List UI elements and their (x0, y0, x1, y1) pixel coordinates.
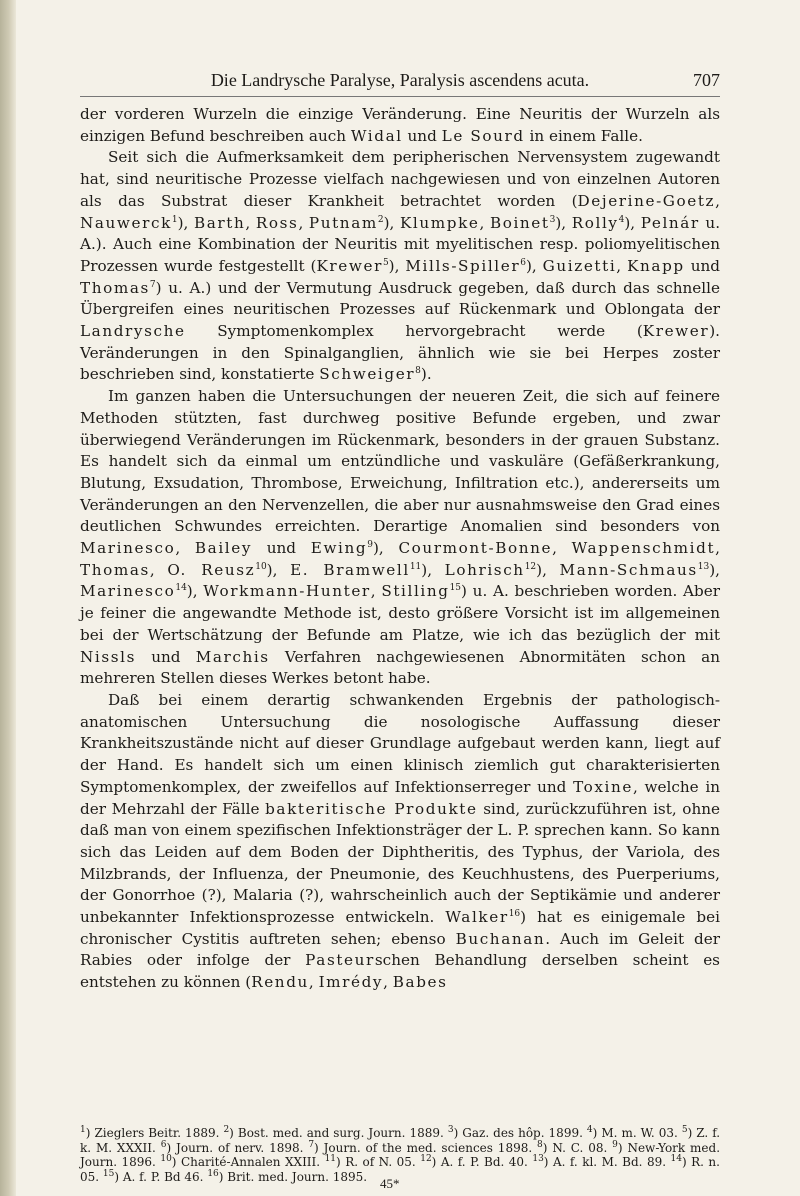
footnote-ref: 1 (171, 214, 178, 225)
footnote-number: 13 (532, 1154, 544, 1164)
book-binding-shadow (0, 0, 16, 1196)
text-run: ), (388, 256, 406, 275)
text-run: ) hat es einigemale bei chronischer Cystitis auftreten sehen; ebenso (80, 908, 720, 948)
author-name: Pasteur (305, 951, 375, 970)
footnote-ref: 2 (377, 214, 384, 225)
text-run: ), (536, 560, 560, 579)
text-run: und (252, 539, 311, 558)
author-name: Babes (392, 973, 448, 992)
footnote-number: 15 (102, 1168, 115, 1179)
author-name: Krewer (642, 322, 710, 341)
footnote-number: 2 (223, 1125, 230, 1135)
text-run: ), (186, 582, 204, 601)
text-run: ), (624, 213, 641, 232)
author-name: O. Reusz (167, 560, 256, 579)
footnote-text: Bost. med. and surg. Journ. 1889. (237, 1126, 444, 1140)
paragraph (80, 690, 720, 994)
text-run: . Auch im Geleit der Rabies oder infolge der (80, 929, 720, 970)
text-run: , (308, 973, 319, 992)
footnote-ref: 7 (149, 279, 156, 290)
footnote: $^2$) Bost. med. and surg. Journ. 1889. (223, 1125, 444, 1140)
text-run: ), (525, 256, 543, 275)
author-name: Stilling (381, 582, 450, 601)
footnote-number: 5 (681, 1125, 688, 1135)
author-name: Schweiger (319, 365, 416, 384)
footnote: $^8$) N. C. 08. (537, 1139, 608, 1155)
author-name: Krewer (316, 256, 383, 275)
body-text (80, 104, 720, 994)
text-run: ) u. A. beschrieben worden. Aber je feiner die angewandte Methode ist, desto größere Vorsicht ist im allgemeinen bei der Wertschätzung der Befunde am Platze, wie ich das bezüglich der mit (80, 582, 720, 644)
author-name: Pelnár (640, 213, 700, 232)
footnote-number: 1 (80, 1125, 86, 1135)
footnote-number: 16 (207, 1168, 219, 1179)
text-run: Daß bei einem derartig schwankenden Ergebnis der pathologisch-anatomischen Untersuchung die nosologische Auffassung dieser Krankheitszustände nicht auf dieser Grundlage aufgebaut werden kann, liegt auf der Hand. Es handelt sich um einen klinisch ziemlich gut charakterisierten Symptomenkomplex, der zweifellos auf Infektionserreger und (80, 690, 720, 796)
footnote: $^1$) Zieglers Beitr. 1889. (80, 1125, 220, 1140)
text-run: , (298, 213, 309, 232)
author-name: Imrédy (318, 973, 384, 992)
author-name: Wappenschmidt (571, 539, 716, 558)
text-run: Im ganzen haben die Untersuchungen der neueren Zeit, die sich auf feinere Methoden stützten, fast durchweg positive Befunde ergeben, und zwar überwiegend Veränderungen im Rückenmark, besonders in der grauen Substanz. Es handelt sich da einmal um entzündliche und vaskuläre (Gefäßerkrankung, Blutung, Exsudation, Thrombose, Erweichung, Infiltration etc.), andererseits um Veränderungen an den Nervenzellen, die aber nur ausnahmsweise den Grad eines deutlichen Schwundes erreichten. Derartige Anomalien sind besonders von (80, 387, 720, 536)
text-run: schen Behandlung derselben scheint es entstehen zu können ( (80, 951, 720, 992)
footnote: $^{15}$) A. f. P. Bd 46. (102, 1168, 204, 1184)
text-run: , (715, 191, 720, 210)
author-name: Widal (350, 126, 403, 145)
footnote: $^{11}$) R. of N. 05. (324, 1154, 416, 1169)
author-name: Thomas (80, 278, 150, 297)
author-name: Courmont-Bonne (398, 539, 553, 558)
author-name: E. Bramwell (290, 560, 410, 579)
author-name: Marchis (195, 647, 270, 666)
footnote-ref: 8 (415, 366, 421, 377)
footnote-text: Journ. of nerv. 1898. (176, 1140, 304, 1155)
footnote-text: Charité-Annalen XXIII. (180, 1155, 321, 1169)
text-run: , (552, 539, 572, 558)
author-name: Walker (445, 908, 509, 927)
text-run: ), (421, 560, 445, 579)
text-run: , (616, 256, 628, 275)
text-run: , welche in der Mehrzahl der Fälle (80, 777, 720, 818)
footnote-text: R. n. 05. (80, 1155, 720, 1184)
footnote: $^4$) M. m. W. 03. (586, 1125, 678, 1140)
author-name: Landrysche (80, 322, 186, 341)
footnote: $^{16}$) Brit. med. Journ. 1895. (207, 1168, 368, 1184)
footnote-ref: 4 (618, 214, 625, 225)
footnote-text: N. C. 08. (552, 1140, 608, 1155)
paragraph (80, 147, 720, 386)
footnote-number: 10 (160, 1154, 172, 1164)
footnote-number: 9 (612, 1139, 618, 1150)
author-name: Marinesco (80, 539, 176, 558)
author-name: Putnam (308, 213, 378, 232)
paragraph (80, 104, 720, 147)
author-name: Le Sourd (441, 126, 525, 145)
author-name: Klumpke (399, 213, 480, 232)
text-run: und (684, 256, 720, 275)
text-run: ). Veränderungen in den Spinalganglien, ähnlich wie sie bei Herpes zoster beschrieben sind, konstatierte (80, 322, 720, 384)
text-run: Seit sich die Aufmerksamkeit dem peripherischen Nervensystem zugewandt hat, sind neuritische Prozesse vielfach nachgewiesen und von einzelnen Autoren als das Substrat dieser Krankheit betrachtet worden ( (80, 148, 720, 210)
author-name: Mills-Spiller (405, 256, 521, 275)
footnote-ref: 14 (175, 583, 187, 594)
text-run: , (715, 539, 720, 558)
text-run: ), (372, 539, 399, 558)
text-run: ), (555, 213, 572, 232)
footnote: $^7$) Journ. of the med. sciences 1898. (308, 1139, 533, 1155)
footnote-ref: 6 (520, 257, 526, 268)
running-head (80, 70, 720, 97)
text-run: und (402, 126, 442, 145)
author-name: Lohrisch (444, 560, 525, 579)
page-number: 707 (693, 70, 720, 90)
paragraph (80, 386, 720, 690)
author-name: Barth (194, 213, 246, 232)
footnote-number: 6 (160, 1139, 167, 1150)
text-run: , (383, 973, 393, 992)
footnote-number: 14 (670, 1154, 682, 1164)
author-name: Buchanan (455, 929, 546, 948)
text-run: Verfahren nachgewiesenen Abnormitäten schon an mehreren Stellen dieses Werkes betont habe. (80, 647, 720, 688)
text-run: in einem Falle. (524, 126, 643, 145)
footnote-number: 3 (447, 1125, 454, 1135)
footnote-text: M. m. W. 03. (601, 1126, 678, 1140)
text-run: , (370, 582, 382, 601)
author-name: Rolly (571, 213, 619, 232)
footnote-ref: 16 (508, 908, 521, 919)
author-name: Toxine (573, 777, 633, 796)
author-name: Marinesco (80, 582, 176, 601)
footnote-text: Journ. of the med. sciences 1898. (323, 1140, 533, 1155)
footnote: $^3$) Gaz. des hôp. 1899. (447, 1125, 583, 1140)
author-name: Rendu (251, 973, 309, 992)
footnote-ref: 15 (449, 583, 462, 594)
text-run: , (245, 213, 256, 232)
text-run: der vorderen Wurzeln die einzige Veränderung. Eine Neuritis der Wurzeln als einzigen Befund beschreiben auch (80, 105, 720, 145)
footnote: $^6$) Journ. of nerv. 1898. (160, 1139, 304, 1155)
author-name: Thomas (80, 560, 150, 579)
text-run: ). (420, 365, 432, 384)
text-run: Symptomenkomplex hervorgebracht werde ( (185, 322, 643, 341)
text-run: ), (177, 213, 195, 232)
author-name: bakteritische Produkte (265, 799, 478, 818)
author-name: Ewing (310, 539, 368, 558)
footnote-text: Gaz. des hôp. 1899. (462, 1126, 583, 1140)
footnote-number: 11 (324, 1154, 337, 1164)
text-run: ), (383, 213, 400, 232)
text-run: ), (266, 560, 291, 579)
footnote-text: R. of N. 05. (345, 1155, 416, 1169)
text-run: , (149, 560, 168, 579)
author-name: Nauwerck (80, 213, 172, 232)
footnote-text: A. f. P. Bd 46. (122, 1169, 204, 1184)
text-run: ) u. A.) und der Vermutung Ausdruck gegeben, daß durch das schnelle Übergreifen eines neuritischen Prozesses auf Rückenmark und Oblongata der (80, 278, 720, 319)
footnote: $^9$) New-York med. Journ. 1896. (80, 1139, 721, 1169)
author-name: Knapp (627, 256, 685, 275)
footnote-number: 12 (420, 1154, 432, 1164)
footnote-text: Brit. med. Journ. 1895. (227, 1169, 368, 1184)
footnote-number: 8 (537, 1139, 543, 1150)
text-run: sind, zurückzuführen ist, ohne daß man von einem spezifischen Infektionsträger der L. P. sprechen kann. So kann sich das Leiden auf dem Boden der Diphtheritis, des Typhus, der Variola, des Milzbrands, der Influenza, der Pneumonie, des Keuchhustens, des Puerperiums, der Gonorrhoe (?), Malaria (?), wahrscheinlich auch der Septikämie und anderer unbekannter Infektionsprozesse entwickeln. (80, 799, 720, 927)
footnote-ref: 11 (409, 561, 422, 572)
author-name: Guizetti (542, 256, 617, 275)
footnote-number: 4 (586, 1125, 593, 1135)
text-run: u. A.). Auch eine Kombination der Neuritis mit myelitischen resp. poliomyelitischen Prozessen wurde festgestellt ( (80, 213, 721, 275)
author-name: Mann-Schmaus (559, 560, 698, 579)
footnotes (80, 1126, 720, 1184)
footnote-text: Z. f. k. M. XXXII. (80, 1126, 721, 1155)
footnote: $^5$) Z. f. k. M. XXXII. (80, 1125, 721, 1155)
footnote-ref: 12 (524, 561, 537, 572)
author-name: Dejerine-Goetz (577, 191, 716, 210)
footnote-text: A. f. P. Bd. 40. (440, 1155, 528, 1169)
footnote: $^{14}$) R. n. 05. (80, 1154, 720, 1184)
footnote-number: 7 (308, 1139, 315, 1150)
footnote-ref: 13 (697, 561, 710, 572)
author-name: Boinet (489, 213, 550, 232)
footnote-ref: 10 (255, 561, 267, 572)
footnote: $^{10}$) Charité-Annalen XXIII. (160, 1154, 321, 1169)
footnote-ref: 9 (367, 540, 373, 550)
footnote-ref: 5 (382, 257, 389, 268)
text-run: und (136, 647, 196, 666)
footnote: $^{12}$) A. f. P. Bd. 40. (420, 1154, 528, 1169)
text-run: , (479, 213, 490, 232)
author-name: Nissls (80, 647, 136, 666)
text-run: , (175, 539, 195, 558)
footnote-ref: 3 (549, 214, 556, 225)
author-name: Bailey (194, 539, 253, 558)
text-run: ), (709, 560, 720, 579)
footnote-text: New-York med. Journ. 1896. (80, 1140, 721, 1169)
author-name: Workmann-Hunter (203, 582, 371, 601)
footnote-text: A. f. kl. M. Bd. 89. (552, 1155, 667, 1169)
signature-mark: 45* (380, 1176, 400, 1191)
author-name: Ross (255, 213, 299, 232)
running-head-title: Die Landrysche Paralyse, Paralysis ascendens acuta. (210, 70, 590, 90)
footnote: $^{13}$) A. f. kl. M. Bd. 89. (532, 1154, 667, 1169)
footnote-text: Zieglers Beitr. 1889. (94, 1126, 220, 1140)
